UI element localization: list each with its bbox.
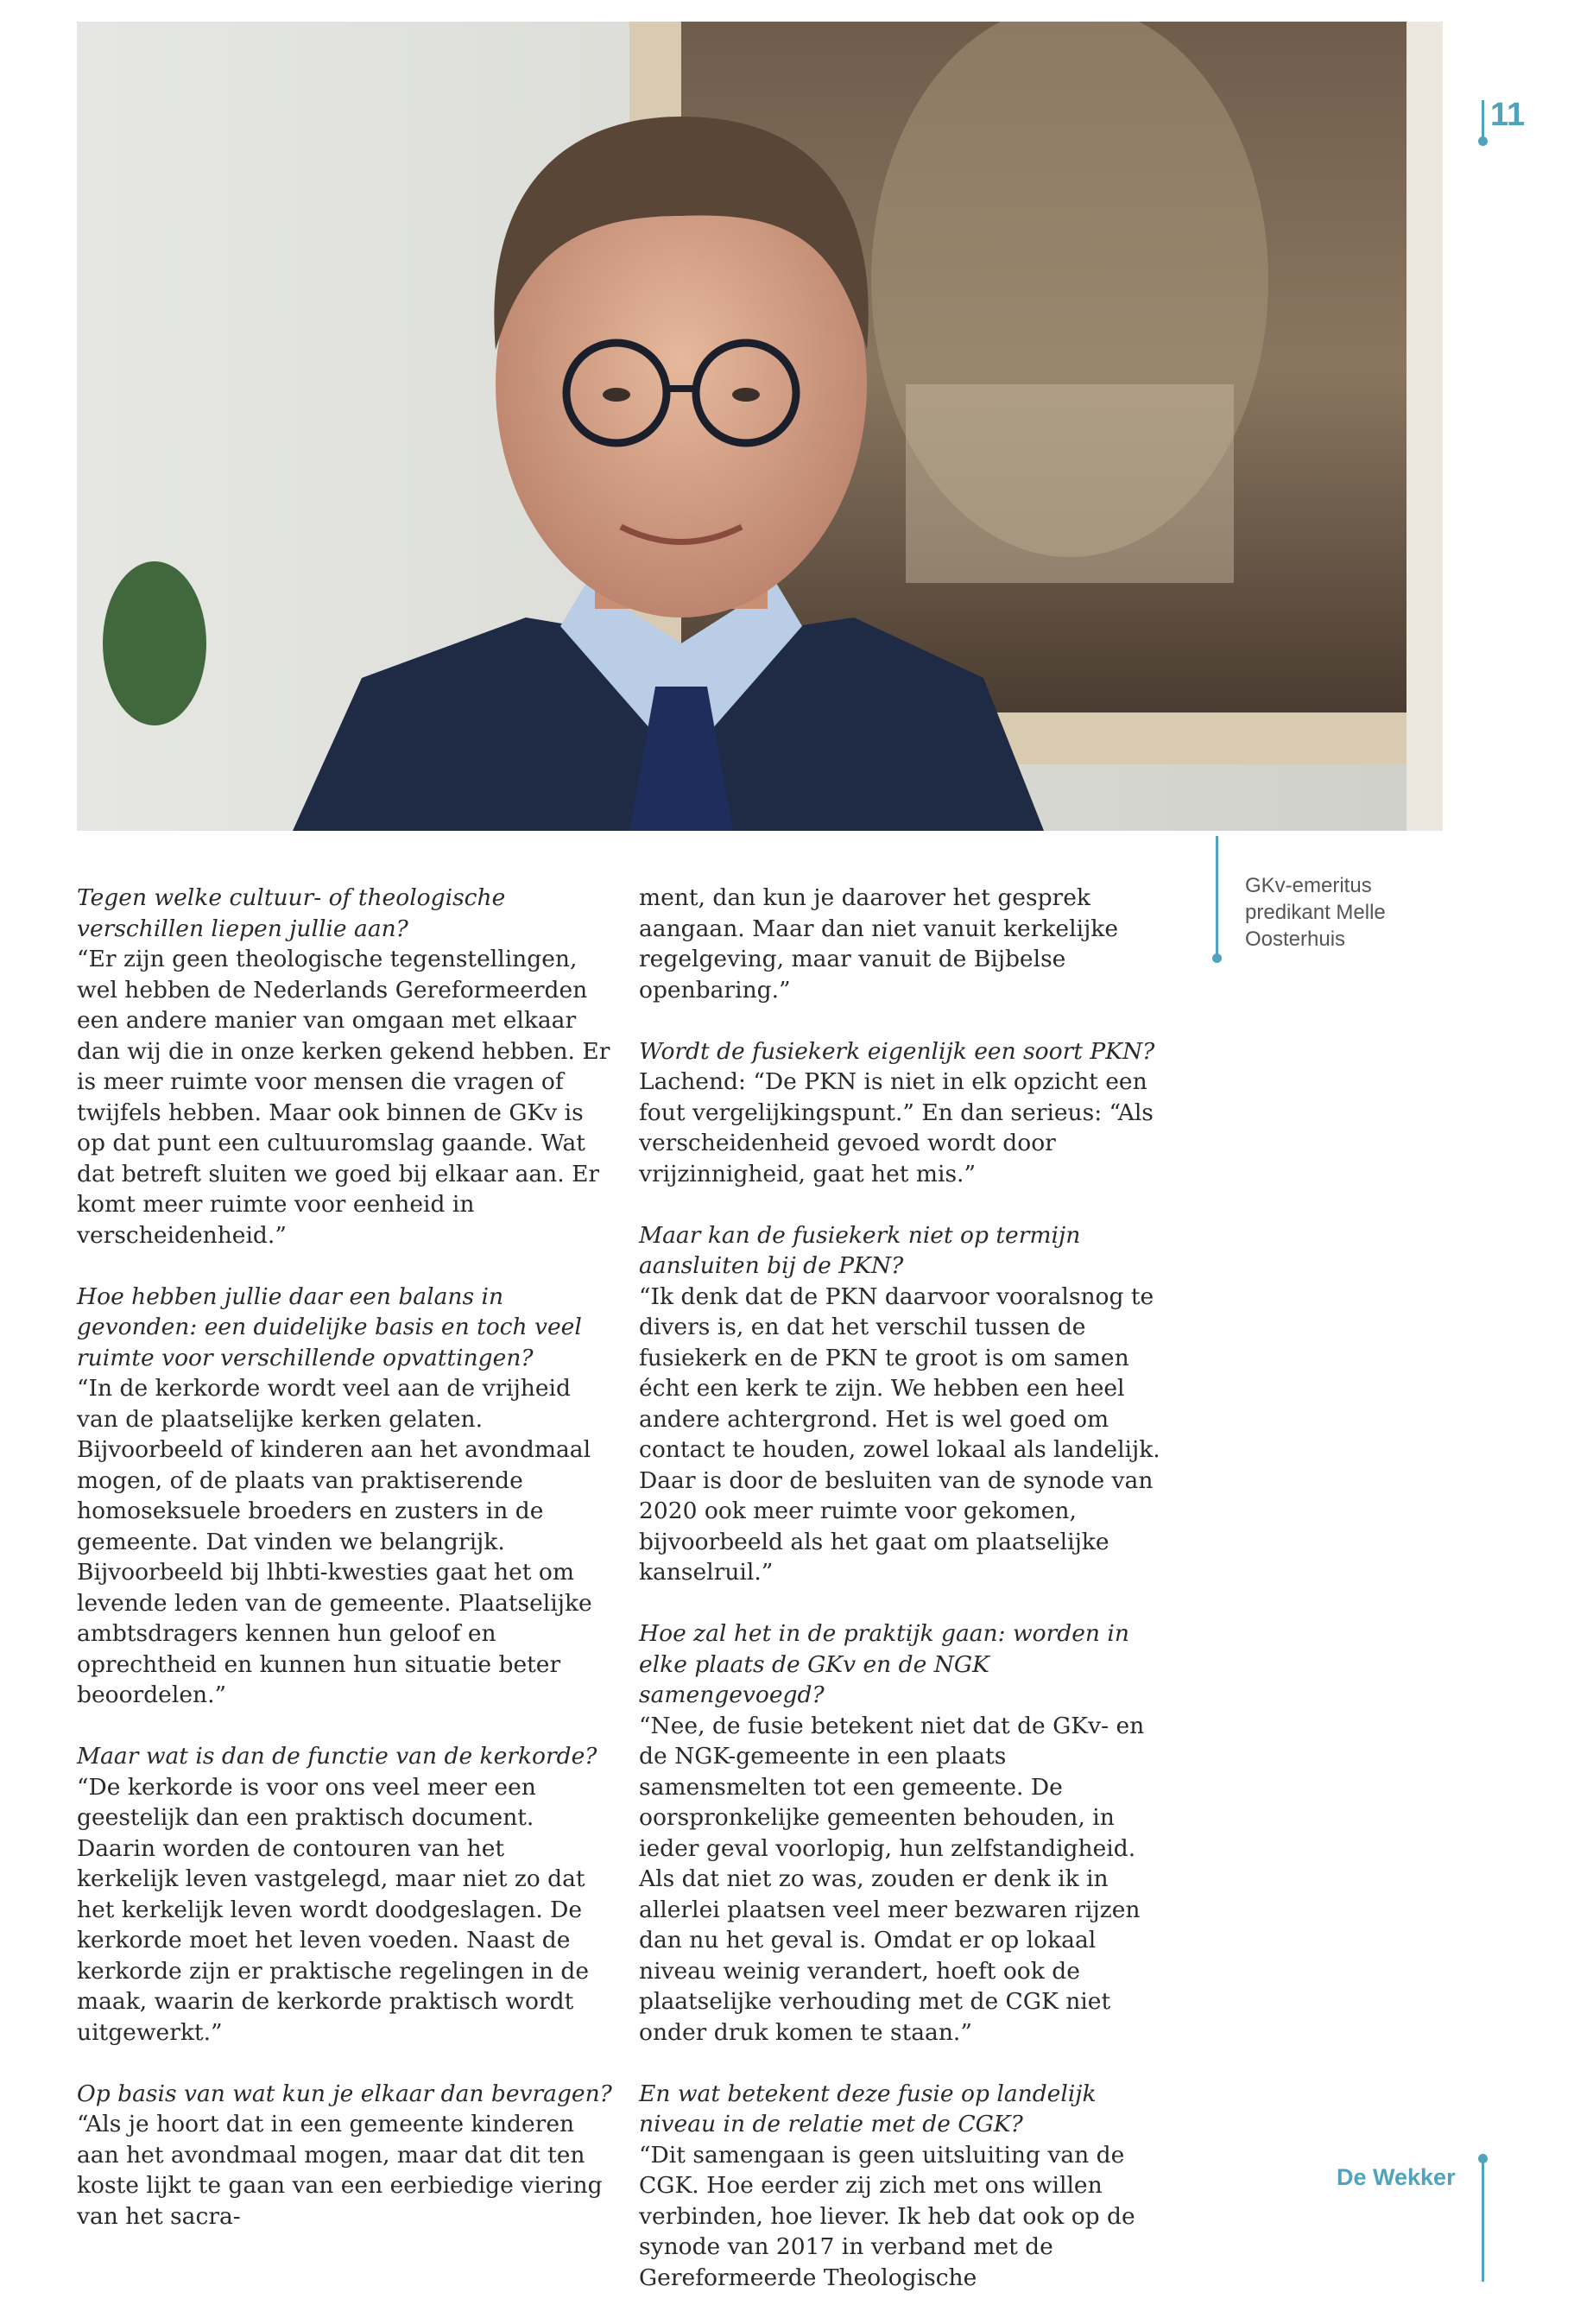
page-number: 11 bbox=[1490, 97, 1526, 133]
qa-block bbox=[639, 883, 1174, 1005]
caption-rule bbox=[1216, 836, 1218, 959]
text-column-1 bbox=[77, 883, 612, 2263]
qa-block bbox=[77, 2079, 612, 2232]
interview-answer: Lachend: “De PKN is niet in elk opzicht een fout vergelijkingspunt.” En dan serieus: “Als verscheidenheid gevoed wordt door vrijzinnigheid, gaat het mis.” bbox=[639, 1068, 1154, 1187]
interview-question: Maar wat is dan de functie van de kerkorde? bbox=[77, 1743, 597, 1770]
qa-block bbox=[77, 1282, 612, 1711]
interview-question: Tegen welke cultuur- of theologische verschillen liepen jullie aan? bbox=[77, 884, 506, 942]
qa-block bbox=[639, 2079, 1174, 2294]
interview-answer: “Dit samengaan is geen uitsluiting van de CGK. Hoe eerder zij zich met ons willen verbinden, hoe liever. Ik heb dat ook op de synode van 2017 in verband met de Gereformeerde Theologische bbox=[639, 2141, 1135, 2291]
footer-rule bbox=[1482, 2161, 1484, 2282]
interview-question: Hoe zal het in de praktijk gaan: worden in elke plaats de GKv en de NGK samengevoegd? bbox=[639, 1620, 1129, 1708]
interview-question: Hoe hebben jullie daar een balans in gevonden: een duidelijke basis en toch veel ruimte voor verschillende opvattingen? bbox=[77, 1282, 582, 1371]
page-number-dot bbox=[1478, 136, 1488, 146]
text-column-2 bbox=[639, 883, 1174, 2324]
interview-answer: “Nee, de fusie betekent niet dat de GKv- en de NGK-gemeente in een plaats samensmelten tot een gemeente. De oorspronkelijke gemeenten behouden, in ieder geval voorlopig, hun zelfstandigheid. Als dat niet zo was, zouden er denk ik in allerlei plaatsen veel meer bezwaren rijzen dan nu het geval is. Omdat er op lokaal niveau weinig verandert, hoeft ook de plaatselijke verhouding met de CGK niet onder druk komen te staan.” bbox=[639, 1712, 1145, 2046]
publication-title: De Wekker bbox=[1337, 2164, 1456, 2190]
photo-caption: GKv-emeritus predikant Melle Oosterhuis bbox=[1245, 874, 1386, 951]
interview-question: Wordt de fusiekerk eigenlijk een soort PKN? bbox=[639, 1037, 1155, 1065]
interview-question: En wat betekent deze fusie op landelijk niveau in de relatie met de CGK? bbox=[639, 2080, 1097, 2137]
qa-block bbox=[77, 883, 612, 1251]
page-number-rule bbox=[1482, 100, 1484, 140]
interview-answer: ment, dan kun je daarover het gesprek aangaan. Maar dan niet vanuit kerkelijke regelgeving, maar vanuit de Bijbelse openbaring.” bbox=[639, 884, 1119, 1004]
qa-block bbox=[77, 1741, 612, 2048]
interview-answer: “De kerkorde is voor ons veel meer een geestelijk dan een praktisch document. Daarin worden de contouren van het kerkelijk leven vastgelegd, maar niet zo dat het kerkelijk leven wordt doodgeslagen. De kerkorde moet het leven voeden. Naast de kerkorde zijn er praktische regelingen in de maak, waarin de kerkorde praktisch wordt uitgewerkt.” bbox=[77, 1773, 590, 2046]
interview-answer: “In de kerkorde wordt veel aan de vrijheid van de plaatselijke kerken gelaten. Bijvoorbeeld of kinderen aan het avondmaal mogen, of de plaats van praktiserende homoseksuele broeders en zusters in de gemeente. Dat vinden we belangrijk. Bijvoorbeeld bij lhbti-kwesties gaat het om levende leden van de gemeente. Plaatselijke ambtsdragers kennen hun geloof en oprechtheid en kunnen hun situatie beter beoordelen.” bbox=[77, 1375, 592, 1708]
interview-answer: “Als je hoort dat in een gemeente kinderen aan het avondmaal mogen, maar dat dit ten koste lijkt te gaan van een eerbiedige viering van het sacra- bbox=[77, 2111, 603, 2230]
qa-block bbox=[639, 1618, 1174, 2048]
interview-answer: “Er zijn geen theologische tegenstellingen, wel hebben de Nederlands Gereformeerden een andere manier van omgaan met elkaar dan wij die in onze kerken gekend hebben. Er is meer ruimte voor mensen die vragen of twijfels hebben. Maar ook binnen de GKv is op dat punt een cultuuromslag gaande. Wat dat betreft sluiten we goed bij elkaar aan. Er komt meer ruimte voor eenheid in verscheidenheid.” bbox=[77, 946, 610, 1249]
portrait-photo bbox=[77, 22, 1443, 831]
qa-block bbox=[639, 1036, 1174, 1190]
caption-dot bbox=[1212, 953, 1222, 963]
qa-block bbox=[639, 1220, 1174, 1588]
interview-answer: “Ik denk dat de PKN daarvoor vooralsnog te divers is, en dat het verschil tussen de fusiekerk en de PKN te groot is om samen écht een kerk te zijn. We hebben een heel andere achtergrond. Het is wel goed om contact te houden, zowel lokaal als landelijk. Daar is door de besluiten van de synode van 2020 ook meer ruimte voor gekomen, bijvoorbeeld als het gaat om plaatselijke kanselruil.” bbox=[639, 1282, 1160, 1586]
interview-question: Maar kan de fusiekerk niet op termijn aansluiten bij de PKN? bbox=[639, 1221, 1081, 1279]
interview-question: Op basis van wat kun je elkaar dan bevragen? bbox=[77, 2080, 612, 2107]
